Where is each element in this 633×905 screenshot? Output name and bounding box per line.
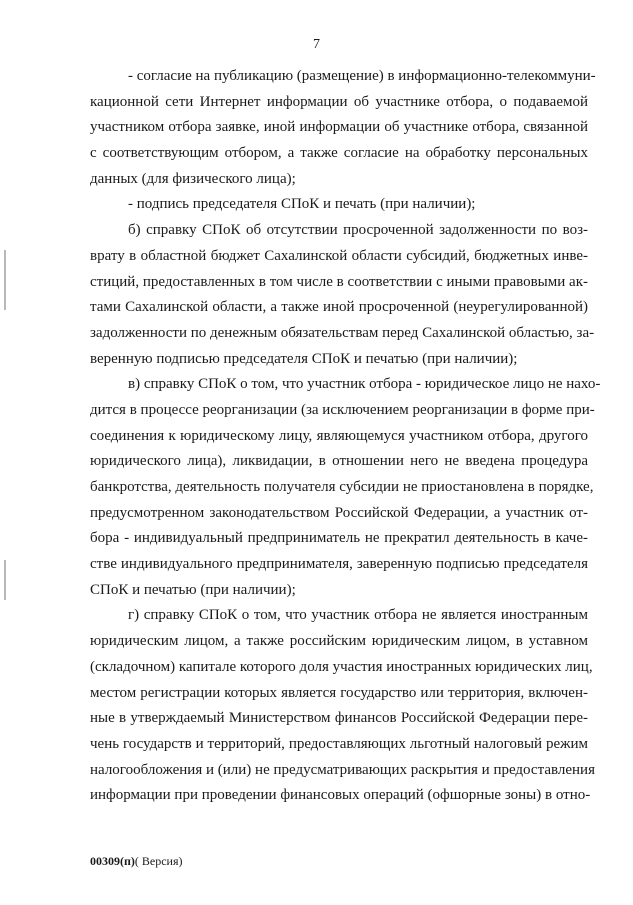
text-line: задолженности по денежным обязательствам перед Сахалинской областью, за- [90, 324, 595, 341]
document-version: ( Версия) [134, 854, 183, 868]
text-line: тами Сахалинской области, а также иной просроченной (неурегулированной) [90, 299, 588, 316]
text-line: стве индивидуального предпринимателя, заверенную подписью председателя [90, 556, 588, 573]
text-line: чень государств и территорий, предоставляющих льготный налоговый режим [90, 735, 588, 752]
text-line: - подпись председателя СПоК и печать (при наличии); [128, 196, 476, 213]
text-line: бора - индивидуальный предприниматель не прекратил деятельность в каче- [90, 530, 588, 547]
text-line: предусмотренном законодательством Российской Федерации, а участник от- [90, 504, 588, 521]
text-line: веренную подписью председателя СПоК и печатью (при наличии); [90, 350, 518, 367]
text-line: врату в областной бюджет Сахалинской области субсидий, бюджетных инве- [90, 247, 588, 264]
text-line: в) справку СПоК о том, что участник отбора - юридическое лицо не нахо- [128, 376, 601, 393]
text-line: - согласие на публикацию (размещение) в информационно-телекоммуни- [128, 68, 596, 84]
text-line: ные в утверждаемый Министерством финансов Российской Федерации пере- [90, 710, 588, 727]
text-line: информации при проведении финансовых операций (офшорные зоны) в отно- [90, 787, 591, 804]
document-body [90, 64, 601, 809]
document-code: 00309(п) [90, 854, 135, 868]
text-line: кационной сети Интернет информации об участнике отбора, о подаваемой [90, 93, 588, 110]
text-line: налогообложения и (или) не предусматривающих раскрытия и предоставления [90, 761, 595, 778]
scan-edge-mark [4, 250, 6, 310]
text-line: участником отбора заявке, иной информации об участнике отбора, связанной [90, 119, 588, 136]
text-line: банкротства, деятельность получателя субсидии не приостановлена в порядке, [90, 479, 594, 495]
text-line: (складочном) капитале которого доля участия иностранных юридических лиц, [90, 658, 593, 675]
text-line: г) справку СПоК о том, что участник отбора не является иностранным [128, 607, 588, 624]
text-line: местом регистрации которых является государство или территория, включен- [90, 684, 588, 701]
text-line: б) справку СПоК об отсутствии просроченной задолженности по воз- [128, 222, 588, 239]
text-line: дится в процессе реорганизации (за исключением реорганизации в форме при- [90, 401, 595, 418]
text-line: юридического лица), ликвидации, в отношении него не введена процедура [90, 453, 588, 470]
text-line: стиций, предоставленных в том числе в соответствии с иными правовыми ак- [90, 273, 588, 290]
text-line: юридическим лицом, а также российским юридическим лицом, в уставном [90, 633, 588, 650]
text-line: с соответствующим отбором, а также согласие на обработку персональных [90, 145, 588, 162]
text-line: соединения к юридическому лицу, являющемуся участником отбора, другого [90, 427, 588, 444]
document-footer [90, 853, 183, 869]
scan-edge-mark [4, 560, 6, 600]
text-line: данных (для физического лица); [90, 170, 296, 187]
text-line: СПоК и печатью (при наличии); [90, 581, 296, 598]
page-number: 7 [313, 37, 320, 52]
